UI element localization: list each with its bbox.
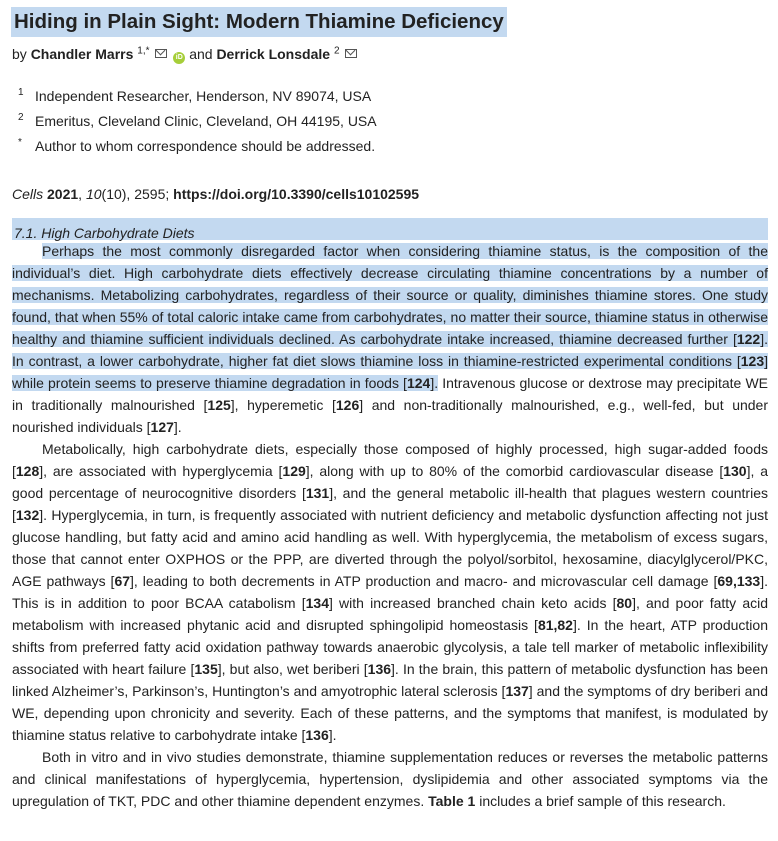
author2-affiliation-mark: 2 <box>333 45 340 57</box>
paragraph-1 <box>12 240 768 438</box>
reference-link[interactable]: 122 <box>736 331 761 347</box>
reference-link[interactable]: 136 <box>305 727 329 743</box>
body-text: ] and non-traditionally malnourished, e.g., well-fed, but under nourished individuals [ <box>12 397 768 435</box>
reference-link[interactable]: 135 <box>194 661 218 677</box>
body-text: ]. In the brain, this pattern of metabolic dysfunction has been linked Alzheimer’s, Parkinson’s, Huntington’s and amyotrophic lateral sclerosis [ <box>12 661 768 699</box>
body-text: ], leading to both decrements in ATP production and macro- and microvascular cell damage [ <box>130 573 718 589</box>
orcid-icon[interactable]: iD <box>173 52 185 64</box>
reference-link[interactable]: 67 <box>114 573 131 589</box>
reference-link[interactable]: 124 <box>406 375 431 391</box>
section-7-1 <box>12 218 768 812</box>
reference-link[interactable]: 130 <box>723 463 747 479</box>
journal-name: Cells <box>12 186 44 202</box>
highlighted-text: Perhaps the most commonly disregarded factor when considering thiamine status, is the composition of the individual’s diet. High carbohydrate diets effectively decrease circulating thiamine concentrations by a number of mechanisms. Metabolizing carbohydrates, regardless of their source or quality, diminishes thiamine stores. One study found, that when 55% of total caloric intake came from carbohydrates, no matter their source, thiamine status in otherwise healthy and thiamine sufficient individuals declined. As carbohydrate intake increased, thiamine decreased further [ <box>12 243 768 347</box>
body-text: ], are associated with hyperglycemia [ <box>39 463 283 479</box>
reference-link[interactable]: 137 <box>505 683 529 699</box>
and-label: and <box>189 46 213 62</box>
body-text: ], and poor fatty acid metabolism with increased phytanic acid and disrupted sphingolipid homeostasis [ <box>12 595 769 633</box>
author-derrick-lonsdale[interactable]: Derrick Lonsdale <box>216 46 331 62</box>
by-label: by <box>12 46 27 62</box>
body-text: ] with increased branched chain keto acids [ <box>329 595 617 611</box>
reference-link[interactable]: 132 <box>15 507 40 523</box>
citation-year: 2021 <box>47 186 79 202</box>
paragraph-3 <box>12 746 768 812</box>
doi-link[interactable]: https://doi.org/10.3390/cells10102595 <box>173 186 420 202</box>
body-text: ]. <box>173 419 182 435</box>
body-text: Metabolically, high carbohydrate diets, especially those composed of highly processed, high sugar-added foods [ <box>12 441 768 479</box>
citation-volume: 10 <box>85 186 102 202</box>
body-text: ]. This is in addition to poor BCAA catabolism [ <box>12 573 768 611</box>
body-text: ], a good percentage of neurocognitive disorders [ <box>12 463 768 501</box>
body-text: includes a brief sample of this research. <box>475 793 726 809</box>
body-text: ]. Hyperglycemia, in turn, is frequently associated with nutrient deficiency and metabolic dysfunction affecting not just glucose handling, but fatty acid and amino acid handling as well. With hyperglycemia, the metabolism of excess sugars, those that cannot enter OXPHOS or the PPP, are diverted through the polyol/sorbitol, hexosamine, diacylglycerol/PKC, AGE pathways [ <box>12 507 768 589</box>
reference-link[interactable]: 126 <box>335 397 360 413</box>
mail-icon[interactable] <box>345 49 357 58</box>
affiliation-mark: 1 <box>18 87 24 98</box>
affiliation-text: Author to whom correspondence should be addressed. <box>35 138 376 154</box>
section-heading: 7.1. High Carbohydrate Diets <box>12 218 768 240</box>
author-line <box>12 44 357 64</box>
highlighted-text: ] while protein seems to preserve thiamine degradation in foods [ <box>12 353 768 391</box>
reference-link[interactable]: 125 <box>207 397 231 413</box>
paragraph-2 <box>12 438 768 746</box>
reference-link[interactable]: 80 <box>616 595 633 611</box>
reference-link[interactable]: 127 <box>150 419 174 435</box>
body-text: Both in vitro and in vivo studies demonstrate, thiamine supplementation reduces or reverses the metabolic patterns and clinical manifestations of hyperglycemia, hypertension, dyslipidemia and other associated symptoms via the upregulation of TKT, PDC and other thiamine dependent enzymes. <box>12 749 768 809</box>
reference-link[interactable]: 136 <box>367 661 392 677</box>
reference-link[interactable]: 81,82 <box>537 617 573 633</box>
reference-link[interactable]: 129 <box>282 463 306 479</box>
body-text: ] and the symptoms of dry beriberi and WE, depending upon chronicity and severity. Each of these patterns, and the symptoms that manifest, is modulated by thiamine status relative to carbohydrate intake [ <box>12 683 768 743</box>
highlighted-text: ]. In contrast, a lower carbohydrate, higher fat diet slows thiamine loss in thiamine-restricted experimental conditions [ <box>12 331 768 369</box>
mail-icon[interactable] <box>155 49 167 58</box>
body-text: ]. <box>328 727 337 743</box>
highlighted-text: ]. <box>430 375 439 391</box>
affiliation-mark: 2 <box>18 112 24 123</box>
body-text: ], and the general metabolic ill-health that plagues western countries [ <box>12 485 768 523</box>
affiliation-mark: * <box>18 137 22 148</box>
reference-link[interactable]: 128 <box>15 463 40 479</box>
table-reference-link[interactable]: Table 1 <box>428 793 476 809</box>
body-text: Intravenous glucose or dextrose may precipitate WE in traditionally malnourished [ <box>12 375 768 413</box>
body-text: ], along with up to 80% of the comorbid cardiovascular disease [ <box>305 463 724 479</box>
reference-link[interactable]: 69,133 <box>717 573 761 589</box>
body-text: ], hyperemetic [ <box>230 397 336 413</box>
body-text: ]. In the heart, ATP production shifts from preferred fatty acid oxidation pathway towards anaerobic glycolysis, a tale tell marker of metabolic inflexibility associated with heart failure [ <box>12 617 768 677</box>
author1-affiliation-mark: 1,* <box>137 45 150 57</box>
reference-link[interactable]: 123 <box>740 353 765 369</box>
citation: Cells 2021, 10(10), 2595; https://doi.org/10.3390/cells10102595 <box>12 186 420 202</box>
affiliation-text: Emeritus, Cleveland Clinic, Cleveland, OH 44195, USA <box>35 113 377 129</box>
reference-link[interactable]: 131 <box>305 485 330 501</box>
affiliation-text: Independent Researcher, Henderson, NV 89074, USA <box>35 88 372 104</box>
citation-issue: (10), 2595; <box>101 186 170 202</box>
reference-link[interactable]: 134 <box>305 595 329 611</box>
author-chandler-marrs[interactable]: Chandler Marrs <box>30 46 134 62</box>
article-title: Hiding in Plain Sight: Modern Thiamine Deficiency <box>11 7 507 37</box>
body-text: ], but also, wet beriberi [ <box>217 661 368 677</box>
